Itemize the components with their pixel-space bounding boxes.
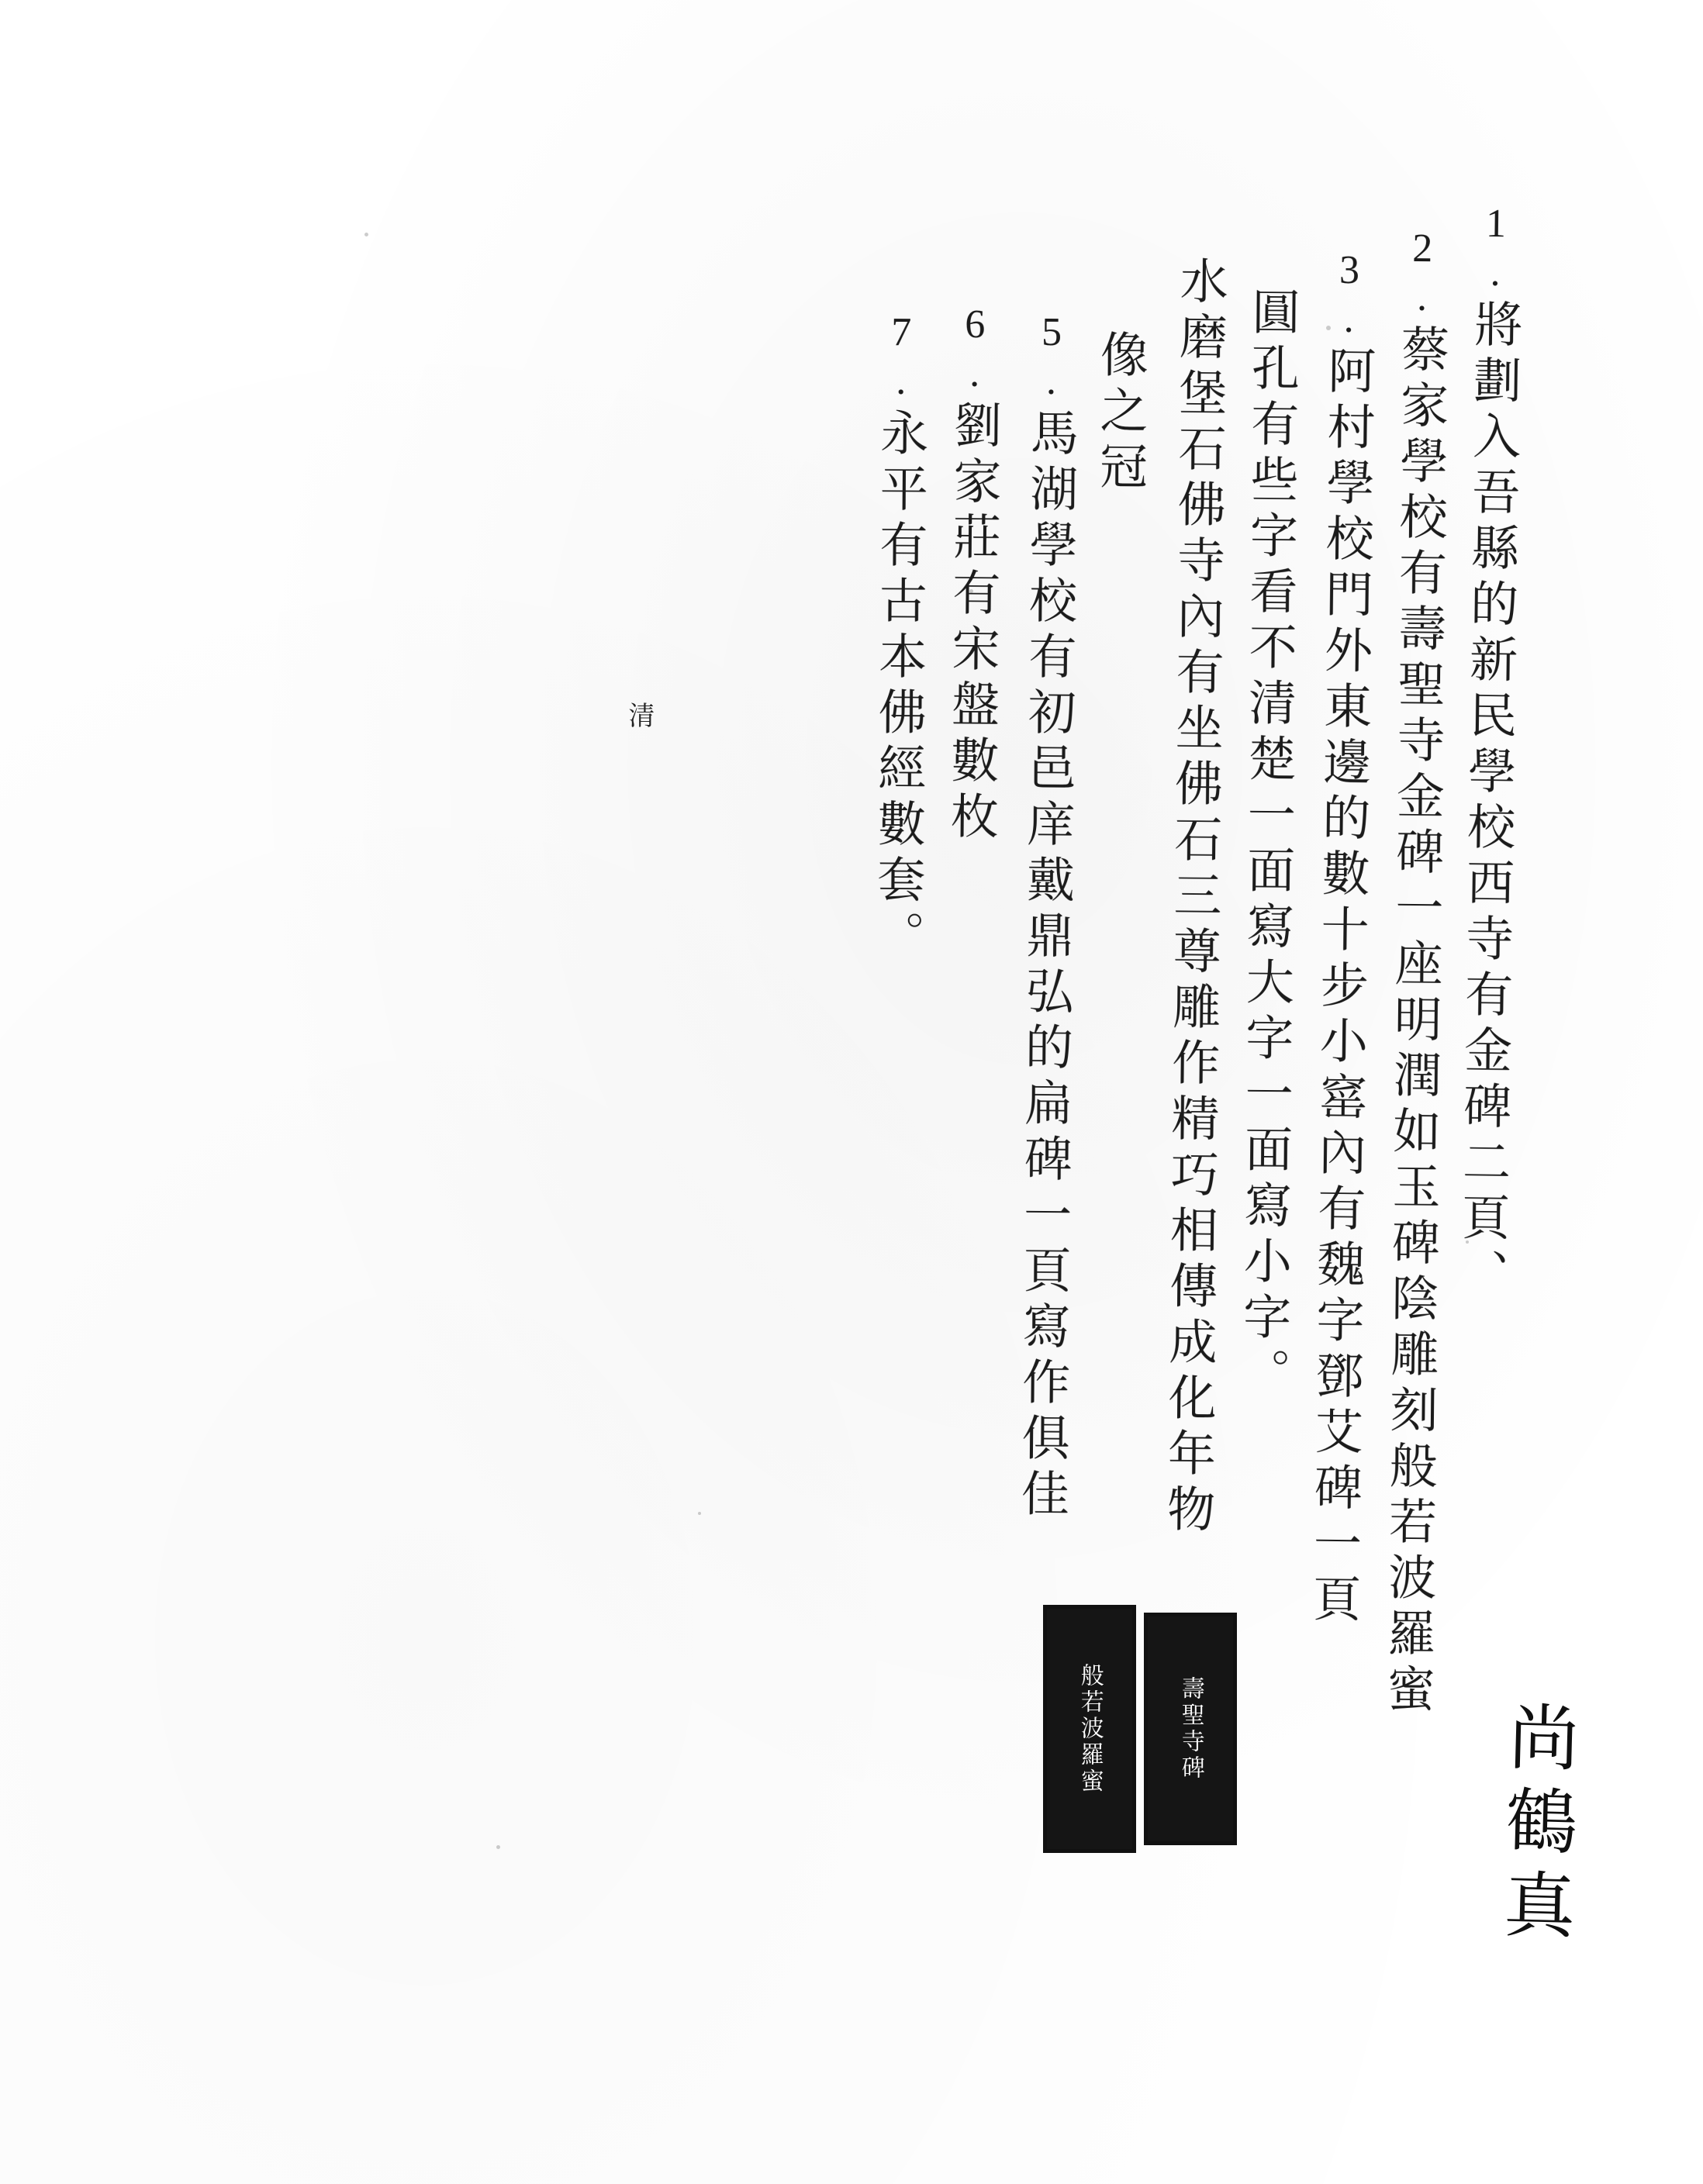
signature: 尚鶴真	[1491, 1699, 1581, 1953]
seal-stamp-1: 般若波羅蜜	[1043, 1605, 1136, 1853]
column-number-2: 2.	[1399, 226, 1446, 325]
inline-annotation: 清	[624, 702, 655, 731]
column-text-6: 像之冠	[1091, 329, 1149, 498]
text-column-4	[1225, 287, 1309, 1404]
column-text-3: 阿村學校門外東邊的數十步小窰內有魏字鄧艾碑一頁	[1304, 345, 1377, 1630]
column-text-7: 馬湖學校有初邑庠戴鼎弘的扁碑一頁寫作俱佳	[1013, 407, 1080, 1525]
seal-stamp-2: 壽聖寺碑	[1144, 1613, 1237, 1845]
column-number-7: 5.	[1029, 309, 1075, 409]
column-number-3: 3.	[1326, 247, 1372, 347]
text-column-9	[859, 310, 938, 967]
seal-group	[1043, 1605, 1245, 1861]
column-text-4: 圓孔有些字看不清楚一面寫大字一面寫小字。	[1234, 286, 1301, 1404]
column-text-2: 蔡家學校有壽聖寺金碑一座明潤如玉碑陰雕刻般若波羅蜜	[1378, 323, 1450, 1720]
text-column-6	[1083, 329, 1157, 498]
column-text-8: 劉家莊有宋盤數枚	[942, 399, 1003, 847]
column-text-1: 將劃入吾縣的新民學校西寺有金碑二頁、	[1453, 298, 1524, 1305]
text-column-5	[1150, 256, 1237, 1541]
column-text-5: 水磨堡石佛寺內有坐佛石三尊雕作精巧相傳成化年物	[1159, 255, 1229, 1541]
column-text-9: 永平有古本佛經數套。	[869, 407, 930, 967]
text-column-7	[1003, 310, 1088, 1525]
column-number-8: 6.	[952, 302, 998, 401]
text-column-8	[933, 302, 1011, 847]
column-number-1: 1.	[1473, 201, 1518, 300]
handwritten-text-body	[256, 194, 1525, 1990]
column-number-9: 7.	[879, 309, 924, 409]
